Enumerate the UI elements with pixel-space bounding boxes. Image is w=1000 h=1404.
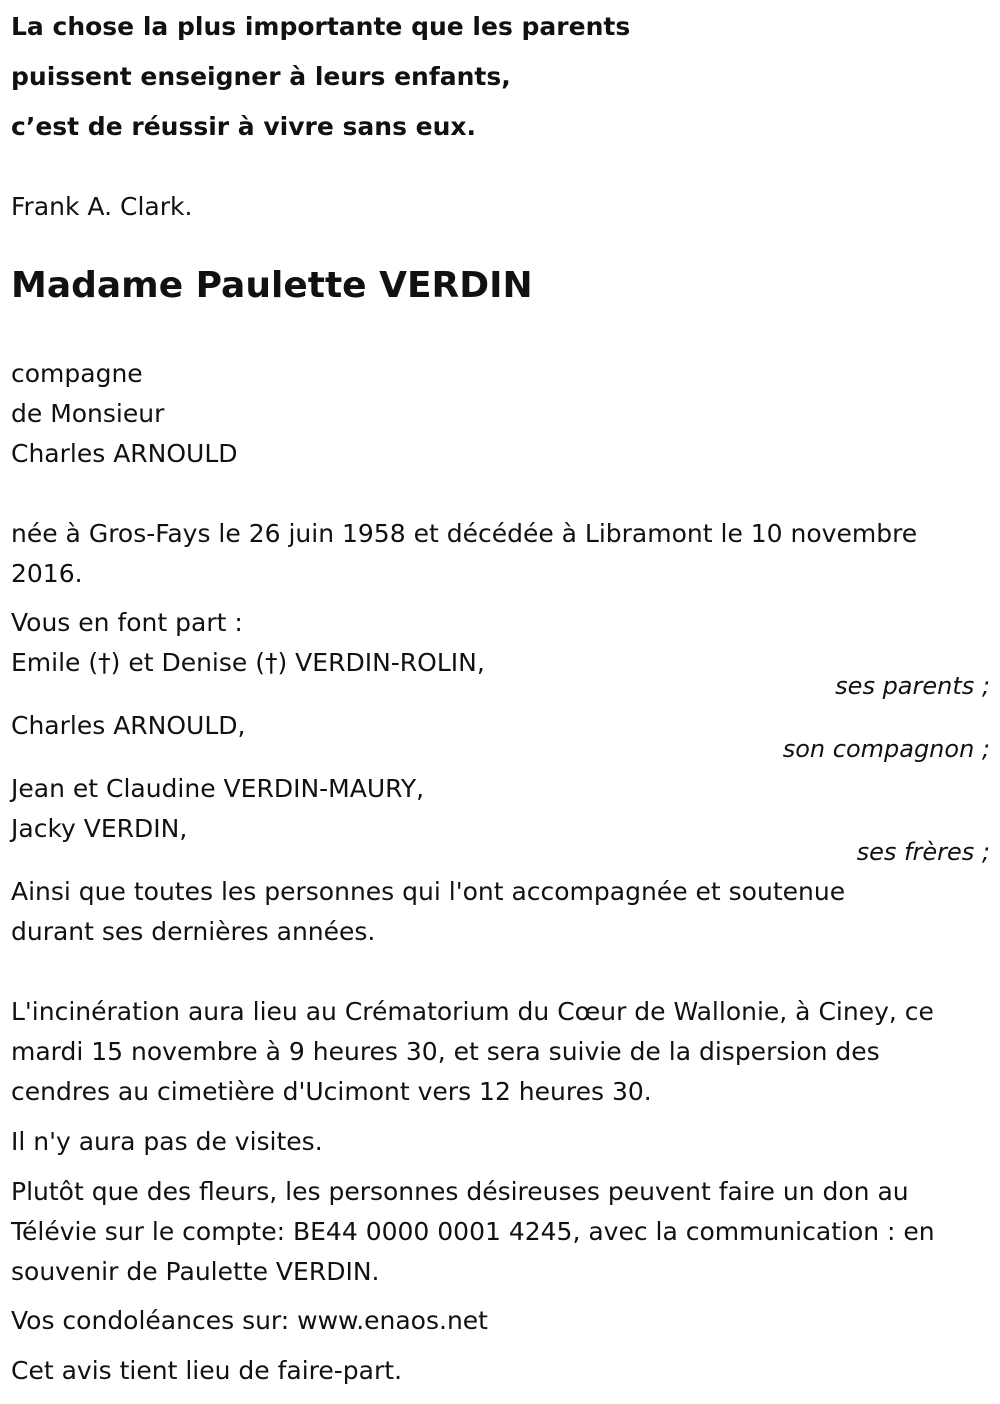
birth-death-line: 2016. xyxy=(11,559,83,588)
others-line: Ainsi que toutes les personnes qui l'ont accompagnée et soutenue xyxy=(11,877,846,906)
parents-role: ses parents ; xyxy=(835,672,990,700)
quote-author: Frank A. Clark. xyxy=(11,192,193,221)
visits-notice: Il n'y aura pas de visites. xyxy=(11,1127,323,1156)
ceremony-line: L'incinération aura lieu au Crématorium du Cœur de Wallonie, à Ciney, ce xyxy=(11,997,934,1026)
donation-line: Télévie sur le compte: BE44 0000 0001 4245, avec la communication : en xyxy=(11,1217,935,1246)
quote-line: puissent enseigner à leurs enfants, xyxy=(11,62,511,91)
relation-line: compagne xyxy=(11,359,143,388)
quote-line: La chose la plus importante que les parents xyxy=(11,12,631,41)
sibling-name: Jacky VERDIN, xyxy=(11,814,188,843)
donation-line: souvenir de Paulette VERDIN. xyxy=(11,1257,380,1286)
deceased-name: Madame Paulette VERDIN xyxy=(11,265,533,306)
relation-line: Charles ARNOULD xyxy=(11,439,238,468)
closing-note: Cet avis tient lieu de faire-part. xyxy=(11,1356,403,1385)
donation-line: Plutôt que des fleurs, les personnes désireuses peuvent faire un don au xyxy=(11,1177,909,1206)
ceremony-line: mardi 15 novembre à 9 heures 30, et sera suivie de la dispersion des xyxy=(11,1037,880,1066)
siblings-role: ses frères ; xyxy=(856,838,990,866)
relation-line: de Monsieur xyxy=(11,399,165,428)
others-line: durant ses dernières années. xyxy=(11,917,376,946)
parents-names: Emile (†) et Denise (†) VERDIN-ROLIN, xyxy=(11,648,485,677)
announcers-intro: Vous en font part : xyxy=(11,608,243,637)
birth-death-line: née à Gros-Fays le 26 juin 1958 et décédée à Libramont le 10 novembre xyxy=(11,519,918,548)
partner-role: son compagnon ; xyxy=(782,735,990,763)
ceremony-line: cendres au cimetière d'Ucimont vers 12 heures 30. xyxy=(11,1077,652,1106)
sibling-name: Jean et Claudine VERDIN-MAURY, xyxy=(11,774,425,803)
condolences-link: Vos condoléances sur: www.enaos.net xyxy=(11,1306,488,1335)
partner-name: Charles ARNOULD, xyxy=(11,711,246,740)
quote-line: c’est de réussir à vivre sans eux. xyxy=(11,112,477,141)
